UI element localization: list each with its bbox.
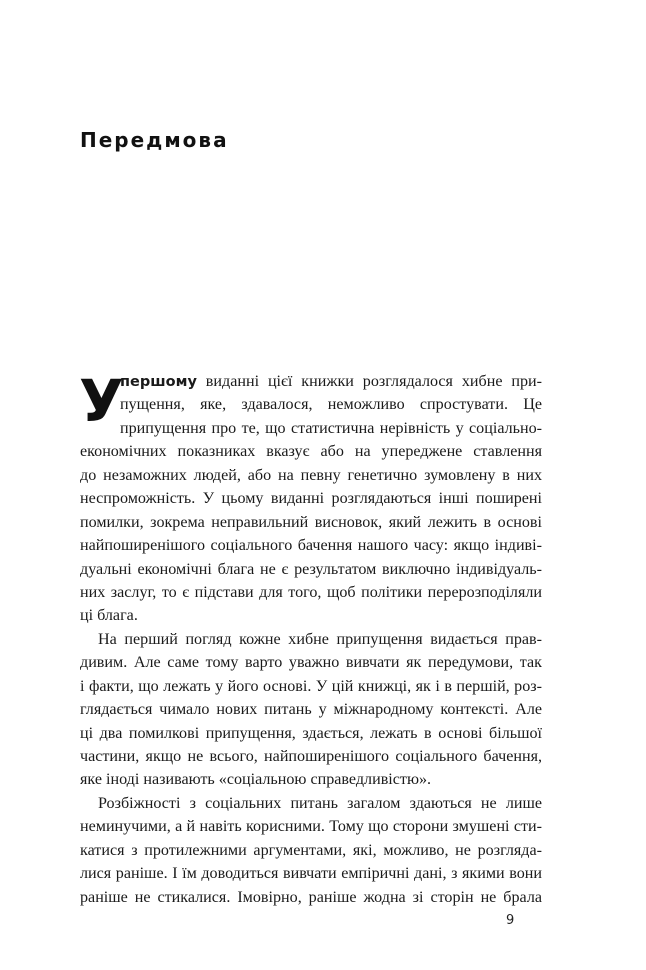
text-line: ці два помилкові припущення, здається, лежать в основі більшої — [80, 724, 542, 742]
text-line: Розбіжності з соціальних питань загалом здаються не лише — [98, 794, 542, 812]
text-line: і факти, що лежать у його основі. У цій книжці, як і в першій, роз- — [80, 677, 542, 695]
text-fragment: виданні цієї книжки розглядалося хибне при- — [196, 373, 542, 390]
text-line: раніше не стикалися. Імовірно, раніше жодна зі сторін не брала — [80, 888, 542, 906]
page-number: 9 — [506, 913, 515, 928]
text-line: лися раніше. І їм доводиться вивчати емпіричні дані, з якими вони — [80, 865, 542, 883]
text-line: дуальні економічні блага не є результатом виключно індивідуаль- — [80, 560, 542, 578]
text-line: катися з протилежними аргументами, які, можливо, не розглядa- — [80, 841, 542, 859]
text-line — [80, 370, 542, 393]
text-line: припущення про те, що статистична нерівність у соціально- — [120, 419, 542, 437]
text-line: помилки, зокрема неправильний висновок, який лежить в основі — [80, 513, 542, 531]
body-text — [79, 367, 542, 909]
lead-in-bold: першому — [120, 374, 197, 390]
text-line: частини, якщо не всього, найпоширенішого соціального бачення, — [80, 748, 542, 765]
text-line: пущення, яке, здавалося, неможливо спростувати. Це — [120, 396, 542, 414]
text-line: ці блага. — [80, 607, 138, 625]
text-line: яке іноді називають «соціальною справедливістю». — [80, 771, 432, 789]
text-line: дивим. Але саме тому варто уважно вивчати як передумови, так — [80, 654, 542, 672]
drop-cap: У — [79, 367, 124, 435]
text-line: них заслуг, то є підстави для того, щоб політики перерозподіляли — [80, 583, 542, 601]
text-line: до незаможних людей, або на певну генетично зумовлену в них — [80, 466, 542, 484]
text-line: найпоширенішого соціального бачення нашого часу: якщо індиві- — [80, 537, 542, 555]
text-line: неспроможність. У цьому виданні розглядаються інші поширені — [80, 490, 542, 508]
text-line: глядається чимало нових питань у міжнародному контексті. Але — [80, 701, 542, 719]
text-line: економічних показниках вказує або на упереджене ставлення — [80, 443, 542, 461]
text-line: неминучими, а й навіть корисними. Тому що сторони змушені сти- — [80, 818, 542, 836]
text-line: На перший погляд кожне хибне припущення видається прав- — [98, 630, 542, 648]
chapter-title: Передмова — [80, 128, 229, 152]
